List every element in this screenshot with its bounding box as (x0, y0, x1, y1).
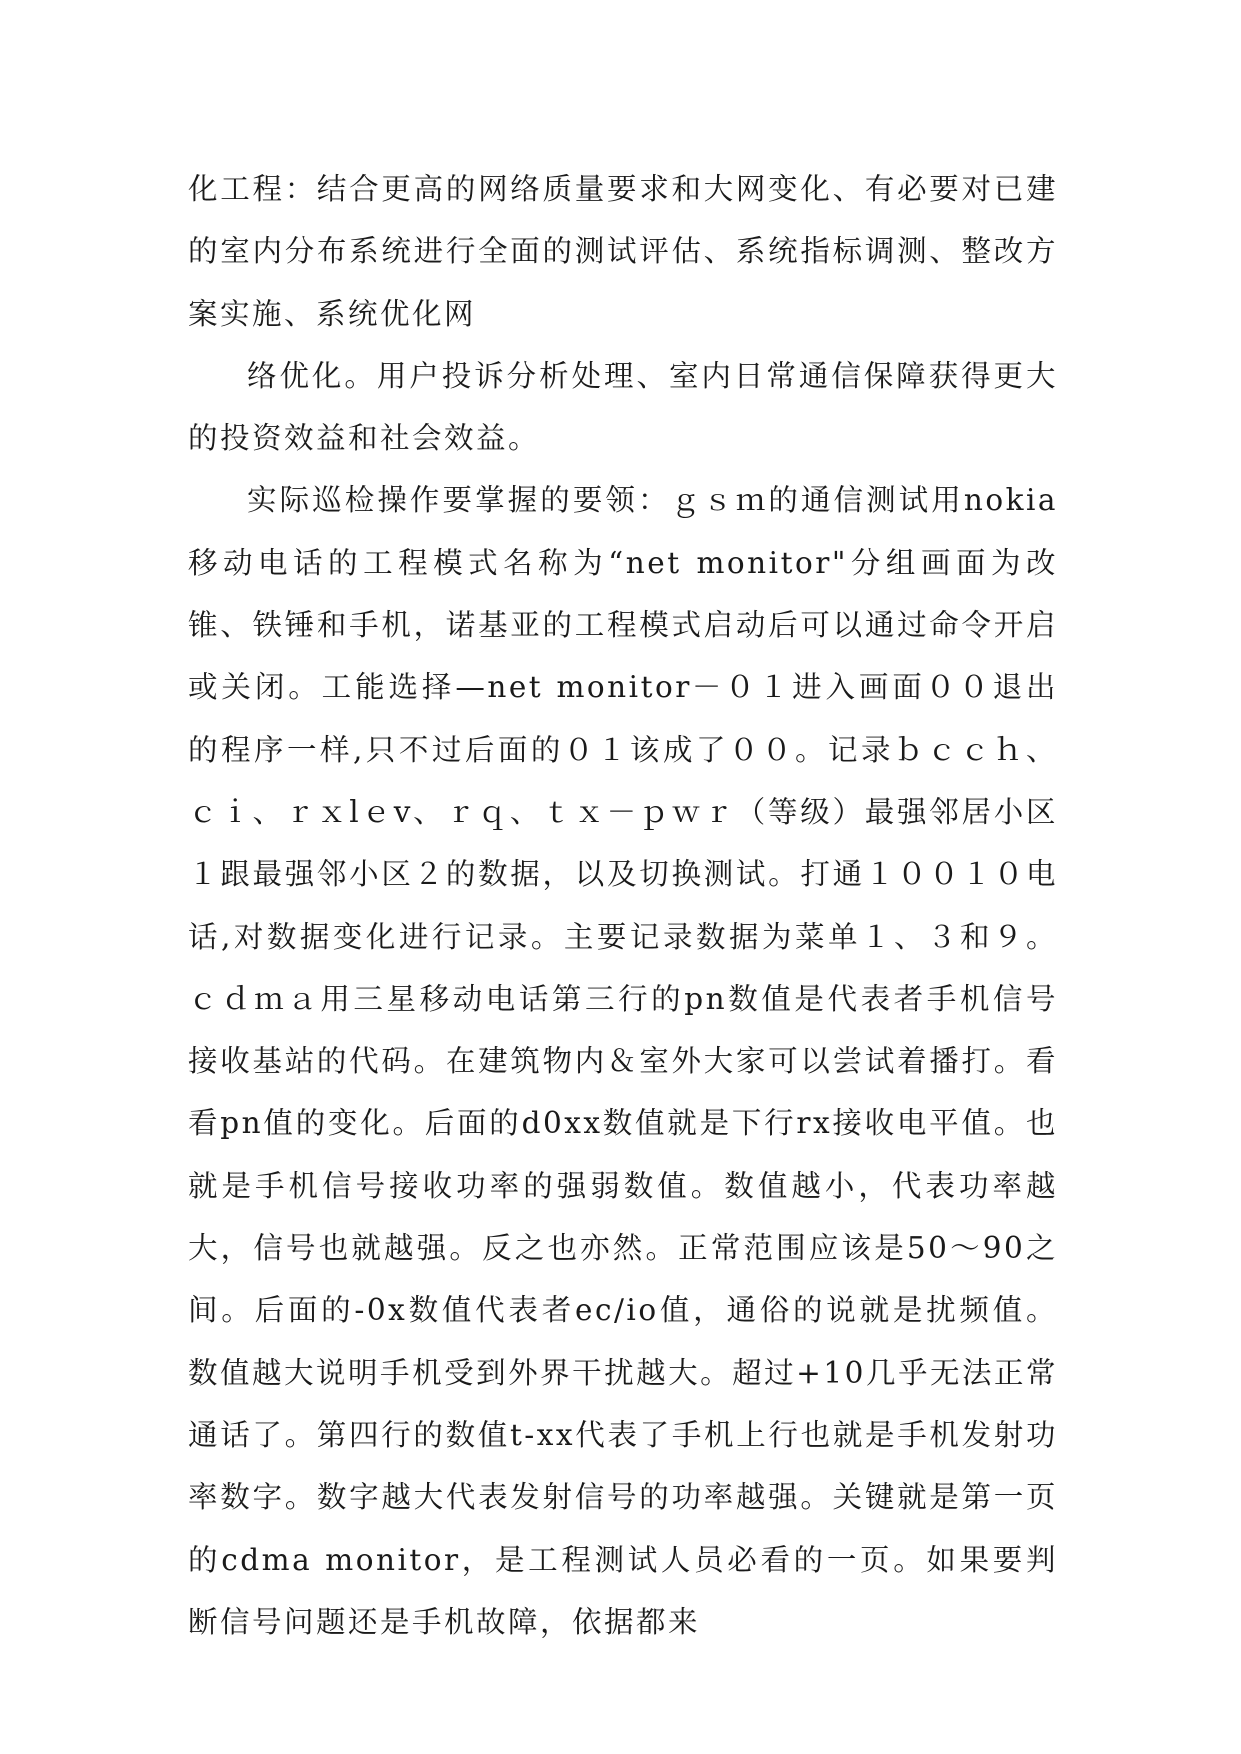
paragraph-1: 化工程：结合更高的网络质量要求和大网变化、有必要对已建的室内分布系统进行全面的测试评估、系统指标调测、整改方案实施、系统优化网 (188, 172, 1058, 331)
paragraph-2: 络优化。用户投诉分析处理、室内日常通信保障获得更大的投资效益和社会效益。 (188, 358, 1058, 456)
paragraph-3: 实际巡检操作要掌握的要领：ｇｓｍ的通信测试用nokia移动电话的工程模式名称为“net monitor"分组画面为改锥、铁锤和手机，诺基亚的工程模式启动后可以通过命令开启或关闭。工能选择—net monitor－０１进入画面００退出的程序一样,只不过后面的０１该成了００。记录ｂｃｃｈ、ｃｉ、ｒｘlｅv、ｒｑ、ｔｘ－ｐｗｒ（等级）最强邻居小区１跟最强邻小区２的数据，以及切换测试。打通１００１０电话,对数据变化进行记录。主要记录数据为菜单１、３和９。ｃｄｍａ用三星移动电话第三行的pn数值是代表者手机信号接收基站的代码。在建筑物内＆室外大家可以尝试着播打。看看pn值的变化。后面的d0xx数值就是下行rx接收电平值。也就是手机信号接收功率的强弱数值。数值越小，代表功率越大，信号也就越强。反之也亦然。正常范围应该是50～90之间。后面的-0x数值代表者ec/io值，通俗的说就是扰频值。数值越大说明手机受到外界干扰越大。超过+10几乎无法正常通话了。第四行的数值t-xx代表了手机上行也就是手机发射功率数字。数字越大代表发射信号的功率越强。关键就是第一页的cdma monitor，是工程测试人员必看的一页。如果要判断信号问题还是手机故障，依据都来 (188, 483, 1058, 1639)
body-text (188, 158, 1058, 1653)
